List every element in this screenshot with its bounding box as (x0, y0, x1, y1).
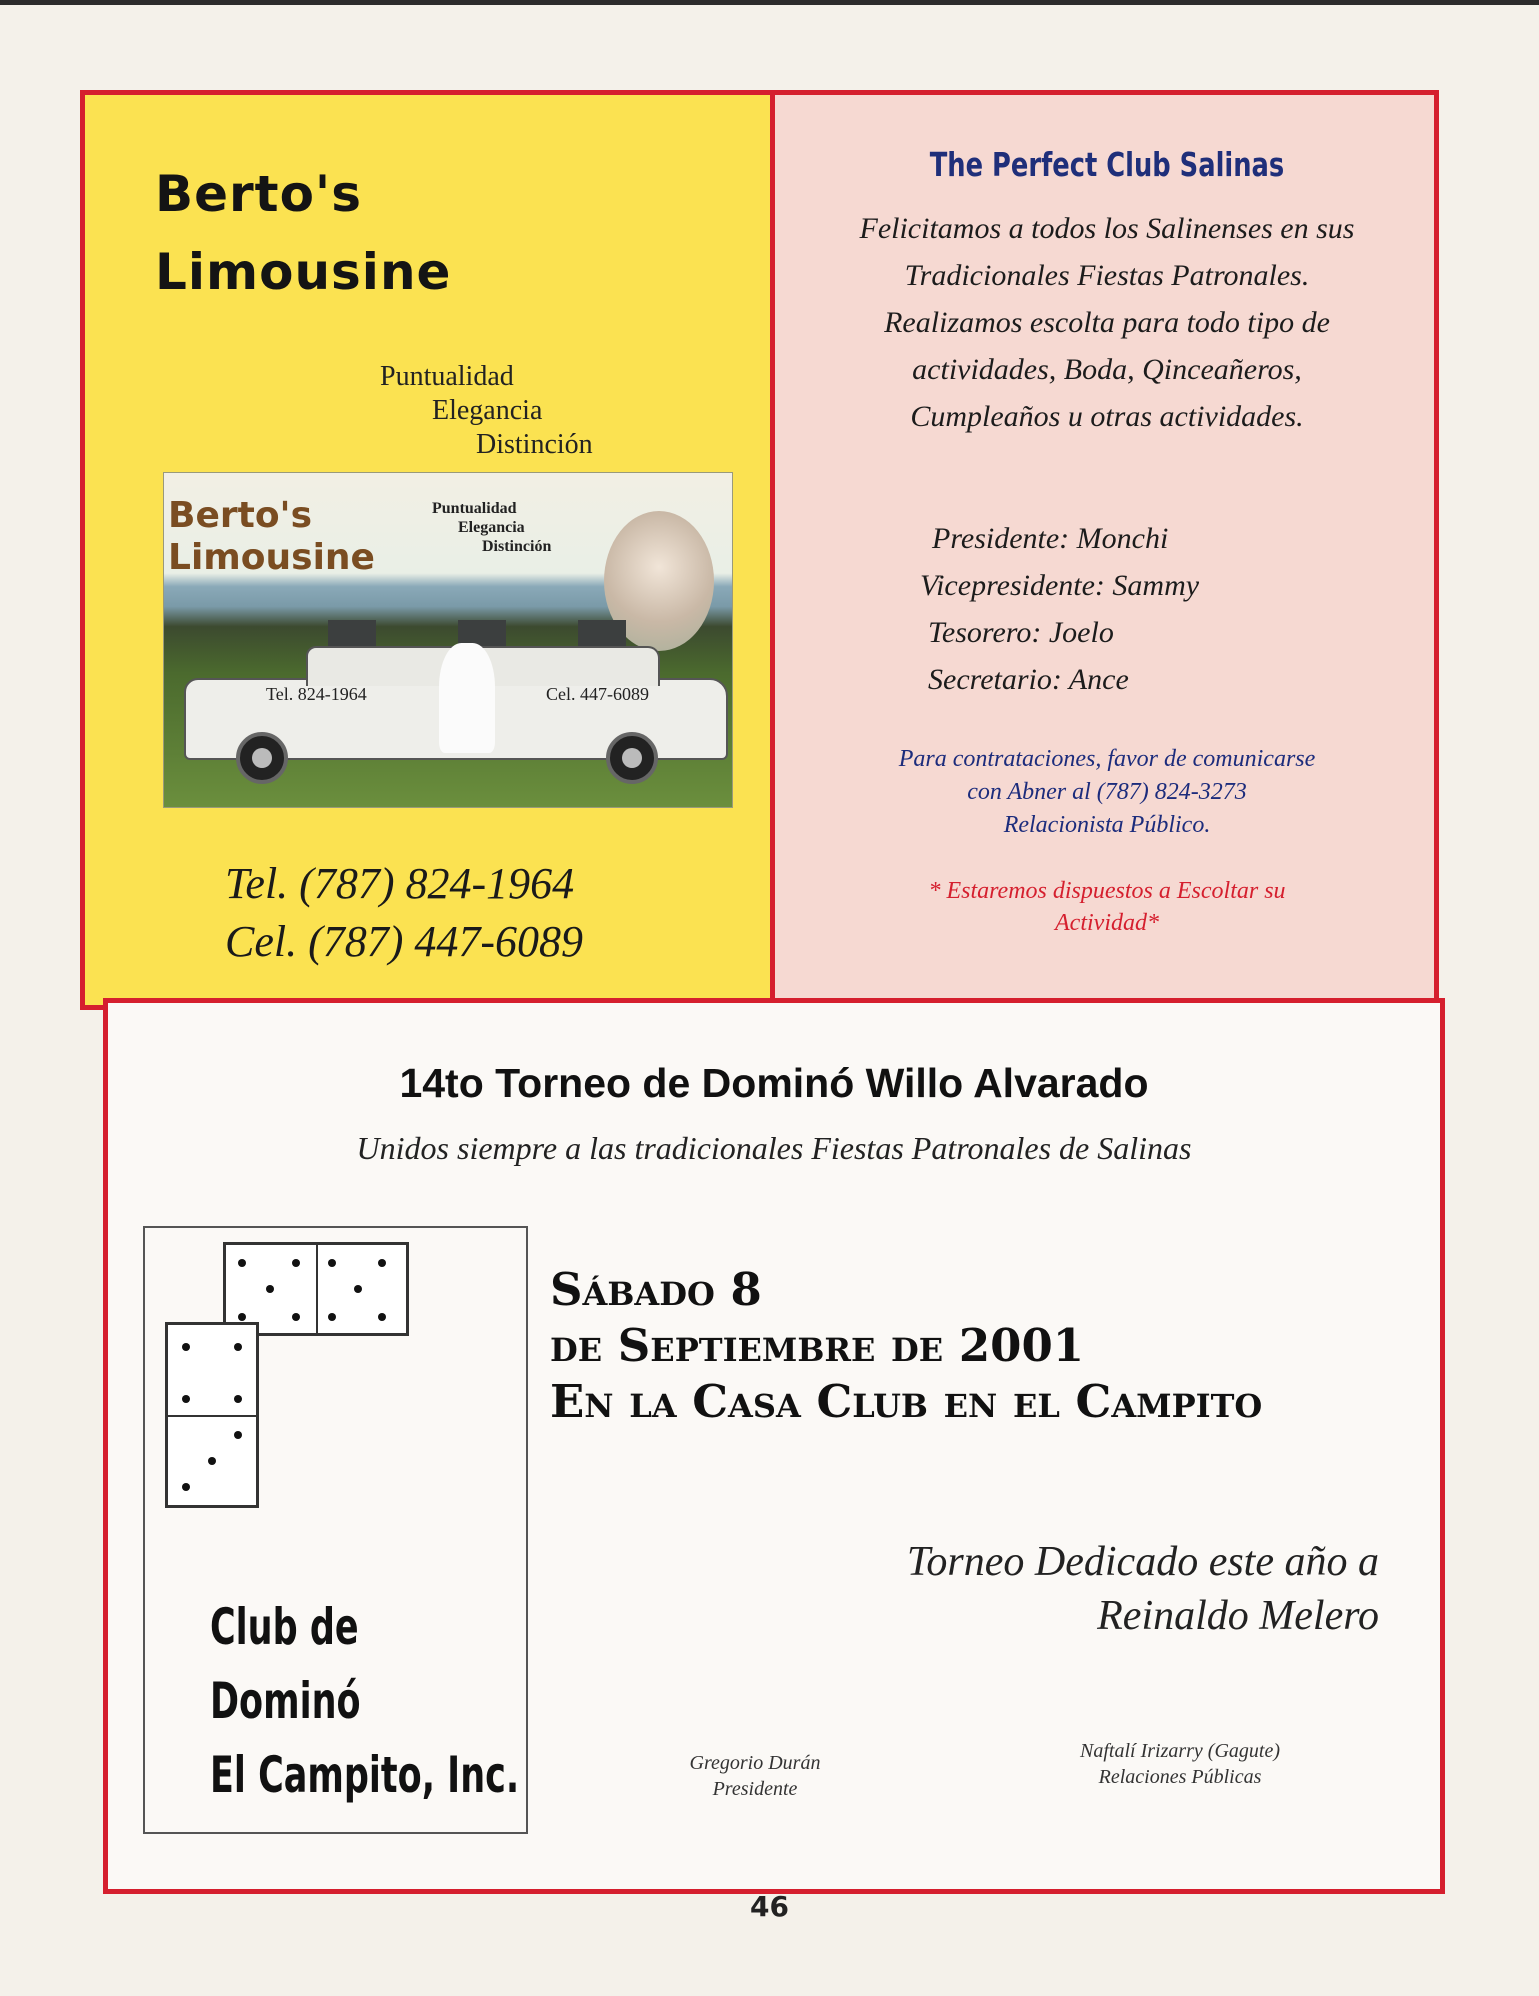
club-contract-info (790, 743, 1424, 842)
club-name-line: Dominó (210, 1672, 361, 1730)
limousine-photo (163, 472, 733, 808)
signature-president (655, 1750, 855, 1802)
message-line: Cumpleaños u otras actividades. (910, 400, 1304, 433)
tournament-dedication (907, 1535, 1379, 1643)
photo-logo (168, 495, 418, 579)
club-domino-name (210, 1590, 519, 1812)
message-line: Realizamos escolta para todo tipo de (884, 306, 1330, 339)
photo-slogan-3: Distinción (482, 538, 552, 555)
photo-logo-line1: Berto's (168, 495, 312, 536)
club-message (800, 205, 1414, 440)
club-officers (920, 515, 1199, 703)
club-title: The Perfect Club Salinas (929, 145, 1285, 184)
photo-slogan (432, 499, 551, 556)
limo-wheel (606, 732, 658, 784)
torneo-title: 14to Torneo de Dominó Willo Alvarado (399, 1060, 1149, 1106)
page-number: 46 (750, 1890, 789, 1923)
limo-window (328, 620, 376, 646)
officer-vicepresidente: Vicepresidente: Sammy (920, 569, 1200, 602)
bertos-cel: Cel. (787) 447-6089 (225, 917, 584, 966)
event-date-location (550, 1262, 1262, 1430)
bertos-tel: Tel. (787) 824-1964 (225, 859, 575, 908)
domino-half (167, 1416, 257, 1506)
event-date: Sábado 8 (550, 1263, 762, 1316)
limo-window (578, 620, 626, 646)
officer-tesorero: Tesorero: Joelo (928, 616, 1114, 649)
officer-presidente: Presidente: Monchi (932, 522, 1169, 555)
escort-line: Actividad* (1055, 910, 1159, 936)
photo-cel: Cel. 447-6089 (546, 684, 649, 704)
page-top-edge (0, 0, 1539, 5)
photo-slogan-2: Elegancia (458, 519, 525, 536)
signature-role: Relaciones Públicas (1098, 1766, 1262, 1788)
bertos-logo (155, 155, 555, 311)
event-month-year: de Septiembre de 2001 (550, 1319, 1085, 1372)
bertos-limousine-ad (85, 95, 775, 1005)
bride-figure (439, 643, 495, 753)
officer-secretario: Secretario: Ance (928, 663, 1129, 696)
slogan-elegancia: Elegancia (432, 395, 543, 426)
message-line: Felicitamos a todos los Salinenses en sus (859, 212, 1355, 245)
photo-tel: Tel. 824-1964 (266, 684, 367, 704)
torneo-subtitle: Unidos siempre a las tradicionales Fiestas Patronales de Salinas (356, 1130, 1192, 1166)
message-line: actividades, Boda, Qinceañeros, (912, 353, 1302, 386)
bertos-slogan (380, 360, 700, 462)
club-name-line: Club de (210, 1598, 359, 1656)
contract-line: Para contrataciones, favor de comunicarse (898, 746, 1316, 772)
domino-half (317, 1244, 407, 1334)
signature-name: Gregorio Durán (689, 1752, 821, 1774)
signature-name: Naftalí Irizarry (Gagute) (1080, 1740, 1280, 1762)
club-escort-note (800, 875, 1414, 939)
dedication-line: Torneo Dedicado este año a (906, 1539, 1379, 1585)
signature-public-relations (1020, 1738, 1340, 1790)
club-name-line: El Campito, Inc. (210, 1746, 520, 1804)
photo-logo-line2: Limousine (168, 537, 375, 578)
perfect-club-ad (780, 95, 1434, 1005)
bertos-logo-line1: Berto's (155, 165, 362, 223)
event-location: En la Casa Club en el Campito (550, 1375, 1263, 1428)
domino-tile-icon (165, 1322, 259, 1508)
signature-role: Presidente (712, 1778, 798, 1800)
domino-half (167, 1324, 257, 1416)
bertos-contact (225, 855, 583, 971)
contract-line: Relacionista Público. (1003, 812, 1211, 838)
dedication-name: Reinaldo Melero (1097, 1593, 1379, 1639)
slogan-puntualidad: Puntualidad (380, 361, 514, 392)
contract-line: con Abner al (787) 824-3273 (967, 779, 1247, 805)
limo-wheel (236, 732, 288, 784)
escort-line: * Estaremos dispuestos a Escoltar su (928, 878, 1286, 904)
message-line: Tradicionales Fiestas Patronales. (904, 259, 1310, 292)
club-domino-box (143, 1226, 528, 1834)
slogan-distincion: Distinción (476, 429, 593, 460)
photo-slogan-1: Puntualidad (432, 500, 517, 517)
bertos-logo-line2: Limousine (155, 243, 452, 301)
domino-half (225, 1244, 317, 1334)
